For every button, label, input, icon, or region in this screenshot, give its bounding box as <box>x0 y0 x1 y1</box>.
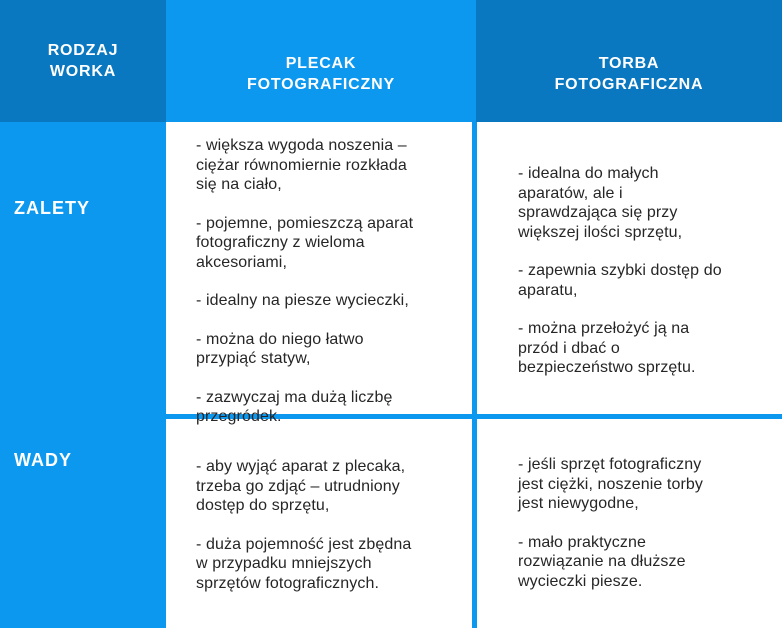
bullet-paragraph: - mało praktyczne rozwiązanie na dłuższe wycieczki piesze. <box>518 533 686 590</box>
header-cell-plecak-fotograficzny <box>166 0 476 122</box>
bullet-paragraph: - aby wyjąć aparat z plecaka, trzeba go zdjąć – utrudniony dostęp do sprzętu, <box>196 458 406 514</box>
cell-wady-plecak <box>196 457 476 612</box>
header-cell-rodzaj-worka <box>0 0 166 122</box>
header-cell-torba-fotograficzna <box>476 0 782 122</box>
bullet-paragraph: - można do niego łatwo przypiąć statyw, <box>196 330 364 367</box>
bullet-paragraph: - zazwyczaj ma dużą liczbę przegródek. <box>196 388 393 425</box>
bullet-paragraph: - jeśli sprzęt fotograficzny jest ciężki, noszenie torby jest niewygodne, <box>518 456 704 512</box>
header-title-rodzaj-worka: RODZAJ WORKA <box>47 42 119 80</box>
bullet-paragraph: - duża pojemność jest zbędna w przypadku mniejszych sprzętów fotograficznych. <box>196 535 412 592</box>
cell-zalety-plecak <box>196 136 471 446</box>
bullet-paragraph: - można przełożyć ją na przód i dbać o bezpieczeństwo sprzętu. <box>518 320 696 376</box>
cell-wady-torba <box>518 455 778 610</box>
row-label-zalety: ZALETY <box>14 198 90 218</box>
bullet-paragraph: - pojemne, pomieszczą aparat fotograficzny z wieloma akcesoriami, <box>196 214 414 271</box>
bullet-paragraph: - większa wygoda noszenia – ciężar równomiernie rozkłada się na ciało, <box>196 137 407 193</box>
bullet-paragraph: - idealny na piesze wycieczki, <box>196 292 409 309</box>
bullet-paragraph: - idealna do małych aparatów, ale i sprawdzająca się przy większej ilości sprzętu, <box>518 165 683 241</box>
bullet-paragraph: - zapewnia szybki dostęp do aparatu, <box>518 262 722 299</box>
cell-zalety-torba <box>518 164 776 397</box>
header-title-plecak-fotograficzny: PLECAK FOTOGRAFICZNY <box>247 55 395 93</box>
row-label-wady: WADY <box>14 450 72 470</box>
header-title-torba-fotograficzna: TORBA FOTOGRAFICZNA <box>554 55 704 93</box>
